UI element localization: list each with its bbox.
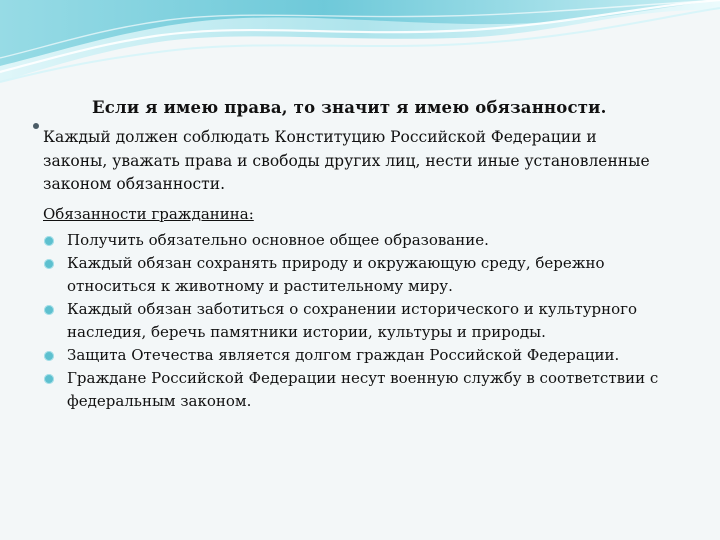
duty-text-line: федеральным законом. [67, 392, 252, 410]
duty-text-line: Получить обязательно основное общее образование. [67, 231, 489, 249]
duty-text-line: Защита Отечества является долгом граждан Российской Федерации. [67, 346, 620, 364]
duty-text-line: наследия, беречь памятники истории, культуры и природы. [67, 323, 546, 341]
duty-text-line: Граждане Российской Федерации несут военную службу в соответствии с [67, 369, 659, 387]
duty-item [43, 344, 693, 367]
duty-item [43, 367, 693, 413]
intro-line: законом обязанности. [43, 175, 226, 193]
slide-title: Если я имею права, то значит я имею обязанности. [92, 98, 607, 117]
duty-text-line: Каждый обязан сохранять природу и окружающую среду, бережно [67, 254, 605, 272]
intro-line: Каждый должен соблюдать Конституцию Российской Федерации и [43, 128, 597, 146]
duties-list [43, 229, 693, 413]
header-wave-decoration [0, 0, 720, 90]
duty-text-line: Каждый обязан заботиться о сохранении исторического и культурного [67, 300, 638, 318]
bullet-icon [44, 374, 54, 384]
bullet-icon [44, 351, 54, 361]
intro-line: законы, уважать права и свободы других лиц, нести иные установленные [43, 151, 650, 170]
bullet-icon [44, 236, 54, 246]
bullet-icon [44, 305, 54, 315]
duty-item [43, 252, 693, 298]
duty-item [43, 229, 693, 252]
duty-item [43, 298, 693, 344]
intro-bullet-dot [33, 123, 39, 129]
duty-text-line: относиться к животному и растительному миру. [67, 277, 453, 295]
duties-heading: Обязанности гражданина: [43, 205, 254, 223]
intro-paragraph [43, 126, 688, 197]
bullet-icon [44, 259, 54, 269]
